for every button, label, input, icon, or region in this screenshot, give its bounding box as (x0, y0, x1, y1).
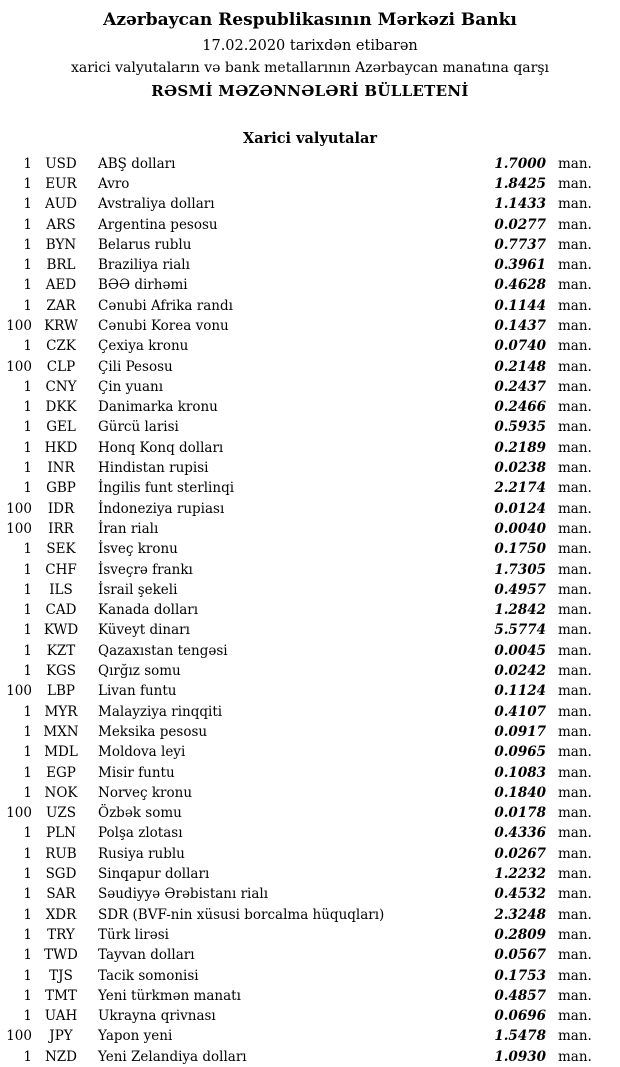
code-cell: ILS (49, 581, 73, 598)
qty-cell: 1 (23, 906, 32, 923)
name-cell: Kanada dolları (98, 602, 199, 619)
unit-cell: man. (558, 845, 592, 862)
name-cell: Avstraliya dolları (98, 196, 215, 213)
name-cell: İsveç kronu (98, 541, 178, 558)
code-cell: TJS (49, 967, 73, 984)
unit-cell: man. (558, 663, 592, 680)
code-cell: UZS (45, 805, 76, 822)
rate-cell: 0.2437 (494, 378, 546, 395)
code-cell: HKD (44, 439, 78, 456)
code-cell: BYN (45, 236, 77, 253)
unit-cell: man. (558, 967, 592, 984)
unit-cell: man. (558, 196, 592, 213)
rate-cell: 0.7737 (494, 236, 546, 253)
qty-cell: 100 (6, 358, 32, 375)
unit-cell: man. (558, 399, 592, 416)
qty-cell: 1 (23, 196, 32, 213)
name-cell: Özbək somu (98, 805, 182, 822)
rate-row (0, 255, 620, 275)
name-cell: Livan funtu (98, 683, 177, 700)
name-cell: İsrail şekeli (98, 581, 178, 598)
rate-cell: 5.5774 (494, 622, 546, 639)
document-header (0, 10, 620, 102)
code-cell: GBP (46, 480, 76, 497)
rate-cell: 0.0917 (494, 723, 546, 740)
qty-cell: 100 (6, 500, 32, 517)
qty-cell: 1 (23, 216, 32, 233)
code-cell: IDR (47, 500, 75, 517)
qty-cell: 1 (23, 886, 32, 903)
rate-row (0, 458, 620, 478)
rate-cell: 0.4532 (494, 886, 546, 903)
rate-row (0, 316, 620, 336)
rate-row (0, 499, 620, 519)
qty-cell: 1 (23, 439, 32, 456)
qty-cell: 1 (23, 723, 32, 740)
rate-row (0, 1047, 620, 1067)
name-cell: Cənubi Korea vonu (98, 318, 229, 334)
rate-row (0, 357, 620, 377)
code-cell: KGS (45, 663, 77, 680)
name-cell: Yeni Zelandiya dolları (98, 1048, 247, 1065)
rate-row (0, 174, 620, 194)
unit-cell: man. (558, 805, 592, 822)
code-cell: JPY (49, 1028, 73, 1045)
unit-cell: man. (558, 744, 592, 761)
name-cell: Misir funtu (98, 764, 175, 781)
unit-cell: man. (558, 338, 592, 355)
rate-cell: 1.1433 (494, 196, 546, 213)
rate-cell: 0.1144 (494, 297, 546, 314)
rate-row (0, 397, 620, 417)
name-cell: Danimarka kronu (98, 399, 218, 416)
unit-cell: man. (558, 1008, 592, 1025)
rate-cell: 0.4857 (494, 987, 546, 1004)
rate-cell: 0.1083 (494, 764, 546, 781)
name-cell: Moldova leyi (98, 744, 186, 761)
name-cell: Çexiya kronu (98, 338, 189, 355)
unit-cell: man. (558, 460, 592, 477)
rate-row (0, 560, 620, 580)
rate-cell: 0.0696 (494, 1008, 546, 1025)
qty-cell: 1 (23, 663, 32, 680)
rate-cell: 1.8425 (494, 175, 546, 192)
name-cell: Ukrayna qrivnası (98, 1008, 216, 1025)
qty-cell: 1 (23, 257, 32, 274)
rate-row (0, 844, 620, 864)
rate-row (0, 742, 620, 762)
rate-row (0, 722, 620, 742)
qty-cell: 1 (23, 947, 32, 964)
qty-cell: 100 (6, 683, 32, 700)
rate-cell: 0.0567 (494, 947, 546, 964)
rate-cell: 0.2466 (494, 399, 546, 416)
document-subtitle: xarici valyutaların və bank metallarının Azərbaycan manatına qarşı (70, 60, 550, 77)
name-cell: Argentina pesosu (98, 216, 218, 233)
code-cell: KZT (46, 642, 76, 659)
name-cell: Meksika pesosu (98, 723, 208, 740)
rate-row (0, 519, 620, 539)
rate-row (0, 661, 620, 681)
code-cell: TMT (45, 987, 77, 1004)
code-cell: CZK (46, 338, 76, 355)
rate-row (0, 235, 620, 255)
unit-cell: man. (558, 500, 592, 517)
qty-cell: 1 (23, 866, 32, 883)
section-title-foreign-currencies: Xarici valyutalar (242, 129, 378, 147)
rate-row (0, 986, 620, 1006)
rate-cell: 0.1750 (494, 541, 546, 558)
qty-cell: 1 (23, 541, 32, 558)
qty-cell: 1 (23, 297, 32, 314)
rate-cell: 0.0040 (494, 520, 546, 537)
rate-row (0, 945, 620, 965)
name-cell: Cənubi Afrika randı (98, 297, 233, 314)
code-cell: MXN (43, 723, 79, 740)
rate-cell: 0.1437 (494, 318, 546, 334)
rate-cell: 0.0124 (494, 500, 546, 517)
name-cell: Norveç kronu (98, 784, 193, 801)
rate-cell: 0.0277 (494, 216, 546, 233)
code-cell: RUB (45, 845, 77, 862)
unit-cell: man. (558, 216, 592, 233)
rate-cell: 0.0740 (494, 338, 546, 355)
name-cell: Gürcü larisi (98, 419, 179, 436)
unit-cell: man. (558, 764, 592, 781)
unit-cell: man. (558, 277, 592, 294)
rate-cell: 0.0242 (494, 663, 546, 680)
unit-cell: man. (558, 378, 592, 395)
qty-cell: 1 (23, 419, 32, 436)
rate-cell: 2.3248 (494, 906, 546, 923)
rate-cell: 0.0267 (494, 845, 546, 862)
qty-cell: 1 (23, 622, 32, 639)
code-cell: CAD (45, 602, 77, 619)
unit-cell: man. (558, 683, 592, 700)
code-cell: PLN (46, 825, 76, 842)
qty-cell: 100 (6, 520, 32, 537)
unit-cell: man. (558, 520, 592, 537)
qty-cell: 1 (23, 338, 32, 355)
unit-cell: man. (558, 947, 592, 964)
rate-row (0, 925, 620, 945)
qty-cell: 1 (23, 967, 32, 984)
rate-cell: 0.3961 (494, 257, 546, 274)
effective-date-line: 17.02.2020 tarixdən etibarən (202, 38, 418, 55)
rate-cell: 1.2842 (494, 602, 546, 619)
code-cell: GEL (46, 419, 76, 436)
name-cell: Yeni türkmən manatı (98, 987, 241, 1004)
unit-cell: man. (558, 642, 592, 659)
code-cell: ARS (46, 216, 76, 233)
code-cell: DKK (45, 399, 77, 416)
rate-row (0, 194, 620, 214)
name-cell: İran rialı (98, 520, 159, 537)
name-cell: Qazaxıstan tengəsi (98, 642, 228, 659)
name-cell: Sinqapur dolları (98, 866, 210, 883)
unit-cell: man. (558, 622, 592, 639)
qty-cell: 1 (23, 926, 32, 943)
rate-cell: 0.2189 (494, 439, 546, 456)
unit-cell: man. (558, 257, 592, 274)
unit-cell: man. (558, 703, 592, 720)
rate-row (0, 275, 620, 295)
name-cell: Hindistan rupisi (98, 460, 209, 477)
name-cell: ABŞ dolları (98, 155, 176, 172)
code-cell: CNY (45, 378, 77, 395)
rate-cell: 1.7305 (494, 561, 546, 578)
unit-cell: man. (558, 825, 592, 842)
rate-cell: 0.1753 (494, 967, 546, 984)
rate-cell: 2.2174 (494, 480, 546, 497)
name-cell: Polşa zlotası (98, 825, 183, 842)
rate-row (0, 864, 620, 884)
unit-cell: man. (558, 236, 592, 253)
rate-cell: 0.4957 (494, 581, 546, 598)
code-cell: XDR (45, 906, 77, 923)
rate-cell: 1.5478 (494, 1028, 546, 1045)
code-cell: MYR (44, 703, 78, 720)
qty-cell: 1 (23, 784, 32, 801)
code-cell: TRY (47, 926, 75, 943)
name-cell: İndoneziya rupiası (98, 500, 225, 517)
qty-cell: 1 (23, 764, 32, 781)
unit-cell: man. (558, 175, 592, 192)
code-cell: SAR (46, 886, 76, 903)
rate-row (0, 336, 620, 356)
code-cell: BRL (46, 257, 76, 274)
name-cell: Qırğız somu (98, 663, 181, 680)
name-cell: Yapon yeni (98, 1028, 173, 1045)
unit-cell: man. (558, 439, 592, 456)
qty-cell: 1 (23, 744, 32, 761)
name-cell: Çin yuanı (98, 378, 164, 395)
rate-cell: 0.2809 (494, 926, 546, 943)
code-cell: KRW (44, 318, 78, 334)
code-cell: EUR (45, 175, 77, 192)
qty-cell: 1 (23, 236, 32, 253)
qty-cell: 1 (23, 460, 32, 477)
qty-cell: 1 (23, 480, 32, 497)
rate-row (0, 215, 620, 235)
name-cell: SDR (BVF-nin xüsusi borcalma hüquqları) (98, 906, 385, 923)
qty-cell: 1 (23, 642, 32, 659)
unit-cell: man. (558, 1028, 592, 1045)
rate-row (0, 1026, 620, 1046)
qty-cell: 1 (23, 581, 32, 598)
code-cell: UAH (44, 1008, 78, 1025)
bank-title: Azərbaycan Respublikasının Mərkəzi Bankı (103, 10, 517, 30)
code-cell: NOK (44, 784, 78, 801)
bulletin-title: RƏSMİ MƏZƏNNƏLƏRİ BÜLLETENİ (151, 82, 469, 101)
code-cell: USD (45, 155, 77, 172)
code-cell: IRR (48, 520, 74, 537)
name-cell: İngilis funt sterlinqi (98, 480, 235, 497)
name-cell: Belarus rublu (98, 236, 192, 253)
code-cell: NZD (44, 1048, 78, 1065)
qty-cell: 1 (23, 602, 32, 619)
rate-cell: 0.0045 (494, 642, 546, 659)
unit-cell: man. (558, 581, 592, 598)
rate-cell: 0.2148 (494, 358, 546, 375)
name-cell: Tacik somonisi (98, 967, 199, 984)
code-cell: CHF (45, 561, 77, 578)
rate-row (0, 478, 620, 498)
code-cell: SGD (45, 866, 77, 883)
rate-cell: 0.1124 (494, 683, 546, 700)
unit-cell: man. (558, 297, 592, 314)
code-cell: AUD (45, 196, 77, 213)
rate-row (0, 763, 620, 783)
rate-cell: 0.0965 (494, 744, 546, 761)
rate-cell: 0.4107 (494, 703, 546, 720)
qty-cell: 1 (23, 561, 32, 578)
rate-cell: 0.4336 (494, 825, 546, 842)
qty-cell: 1 (23, 378, 32, 395)
name-cell: Səudiyyə Ərəbistanı rialı (98, 886, 269, 903)
rate-row (0, 417, 620, 437)
qty-cell: 100 (6, 805, 32, 822)
qty-cell: 100 (6, 1028, 32, 1045)
qty-cell: 1 (23, 155, 32, 172)
code-cell: LBP (47, 683, 75, 700)
unit-cell: man. (558, 886, 592, 903)
unit-cell: man. (558, 155, 592, 172)
rate-row (0, 702, 620, 722)
name-cell: Braziliya rialı (98, 257, 190, 274)
rate-row (0, 1006, 620, 1026)
rate-cell: 0.5935 (494, 419, 546, 436)
rate-cell: 0.0178 (494, 805, 546, 822)
rate-row (0, 377, 620, 397)
qty-cell: 100 (6, 318, 32, 334)
unit-cell: man. (558, 318, 592, 334)
rate-row (0, 641, 620, 661)
unit-cell: man. (558, 358, 592, 375)
rate-cell: 1.7000 (494, 155, 546, 172)
code-cell: KWD (43, 622, 79, 639)
rate-cell: 1.2232 (494, 866, 546, 883)
unit-cell: man. (558, 419, 592, 436)
unit-cell: man. (558, 906, 592, 923)
rate-row (0, 966, 620, 986)
name-cell: İsveçrə frankı (98, 561, 193, 578)
rate-row (0, 296, 620, 316)
unit-cell: man. (558, 480, 592, 497)
rate-row (0, 905, 620, 925)
rate-cell: 1.0930 (494, 1048, 546, 1065)
rate-row (0, 539, 620, 559)
qty-cell: 1 (23, 1008, 32, 1025)
code-cell: MDL (44, 744, 78, 761)
unit-cell: man. (558, 866, 592, 883)
rate-row (0, 438, 620, 458)
rates-table (0, 154, 620, 1067)
rate-row (0, 580, 620, 600)
qty-cell: 1 (23, 845, 32, 862)
unit-cell: man. (558, 784, 592, 801)
qty-cell: 1 (23, 175, 32, 192)
name-cell: Tayvan dolları (98, 947, 195, 964)
unit-cell: man. (558, 723, 592, 740)
unit-cell: man. (558, 987, 592, 1004)
qty-cell: 1 (23, 277, 32, 294)
rate-row (0, 783, 620, 803)
rate-row (0, 600, 620, 620)
name-cell: Honq Konq dolları (98, 439, 224, 456)
unit-cell: man. (558, 541, 592, 558)
rate-row (0, 620, 620, 640)
unit-cell: man. (558, 1048, 592, 1065)
name-cell: Avro (98, 175, 130, 192)
name-cell: Türk lirəsi (98, 926, 169, 943)
code-cell: AED (45, 277, 77, 294)
name-cell: Malayziya rinqqiti (98, 703, 223, 720)
code-cell: SEK (46, 541, 76, 558)
qty-cell: 1 (23, 703, 32, 720)
rate-row (0, 154, 620, 174)
qty-cell: 1 (23, 987, 32, 1004)
name-cell: Rusiya rublu (98, 845, 185, 862)
rate-row (0, 803, 620, 823)
rate-row (0, 681, 620, 701)
code-cell: INR (47, 460, 75, 477)
rate-cell: 0.1840 (494, 784, 546, 801)
unit-cell: man. (558, 926, 592, 943)
unit-cell: man. (558, 561, 592, 578)
qty-cell: 1 (23, 399, 32, 416)
unit-cell: man. (558, 602, 592, 619)
name-cell: Küveyt dinarı (98, 622, 190, 639)
rate-cell: 0.0238 (494, 460, 546, 477)
name-cell: BƏƏ dirhəmi (98, 277, 188, 294)
rate-row (0, 884, 620, 904)
code-cell: CLP (46, 358, 76, 375)
code-cell: TWD (44, 947, 78, 964)
code-cell: EGP (46, 764, 76, 781)
name-cell: Çili Pesosu (98, 358, 173, 375)
qty-cell: 1 (23, 1048, 32, 1065)
rate-cell: 0.4628 (494, 277, 546, 294)
rate-row (0, 823, 620, 843)
code-cell: ZAR (46, 297, 76, 314)
qty-cell: 1 (23, 825, 32, 842)
